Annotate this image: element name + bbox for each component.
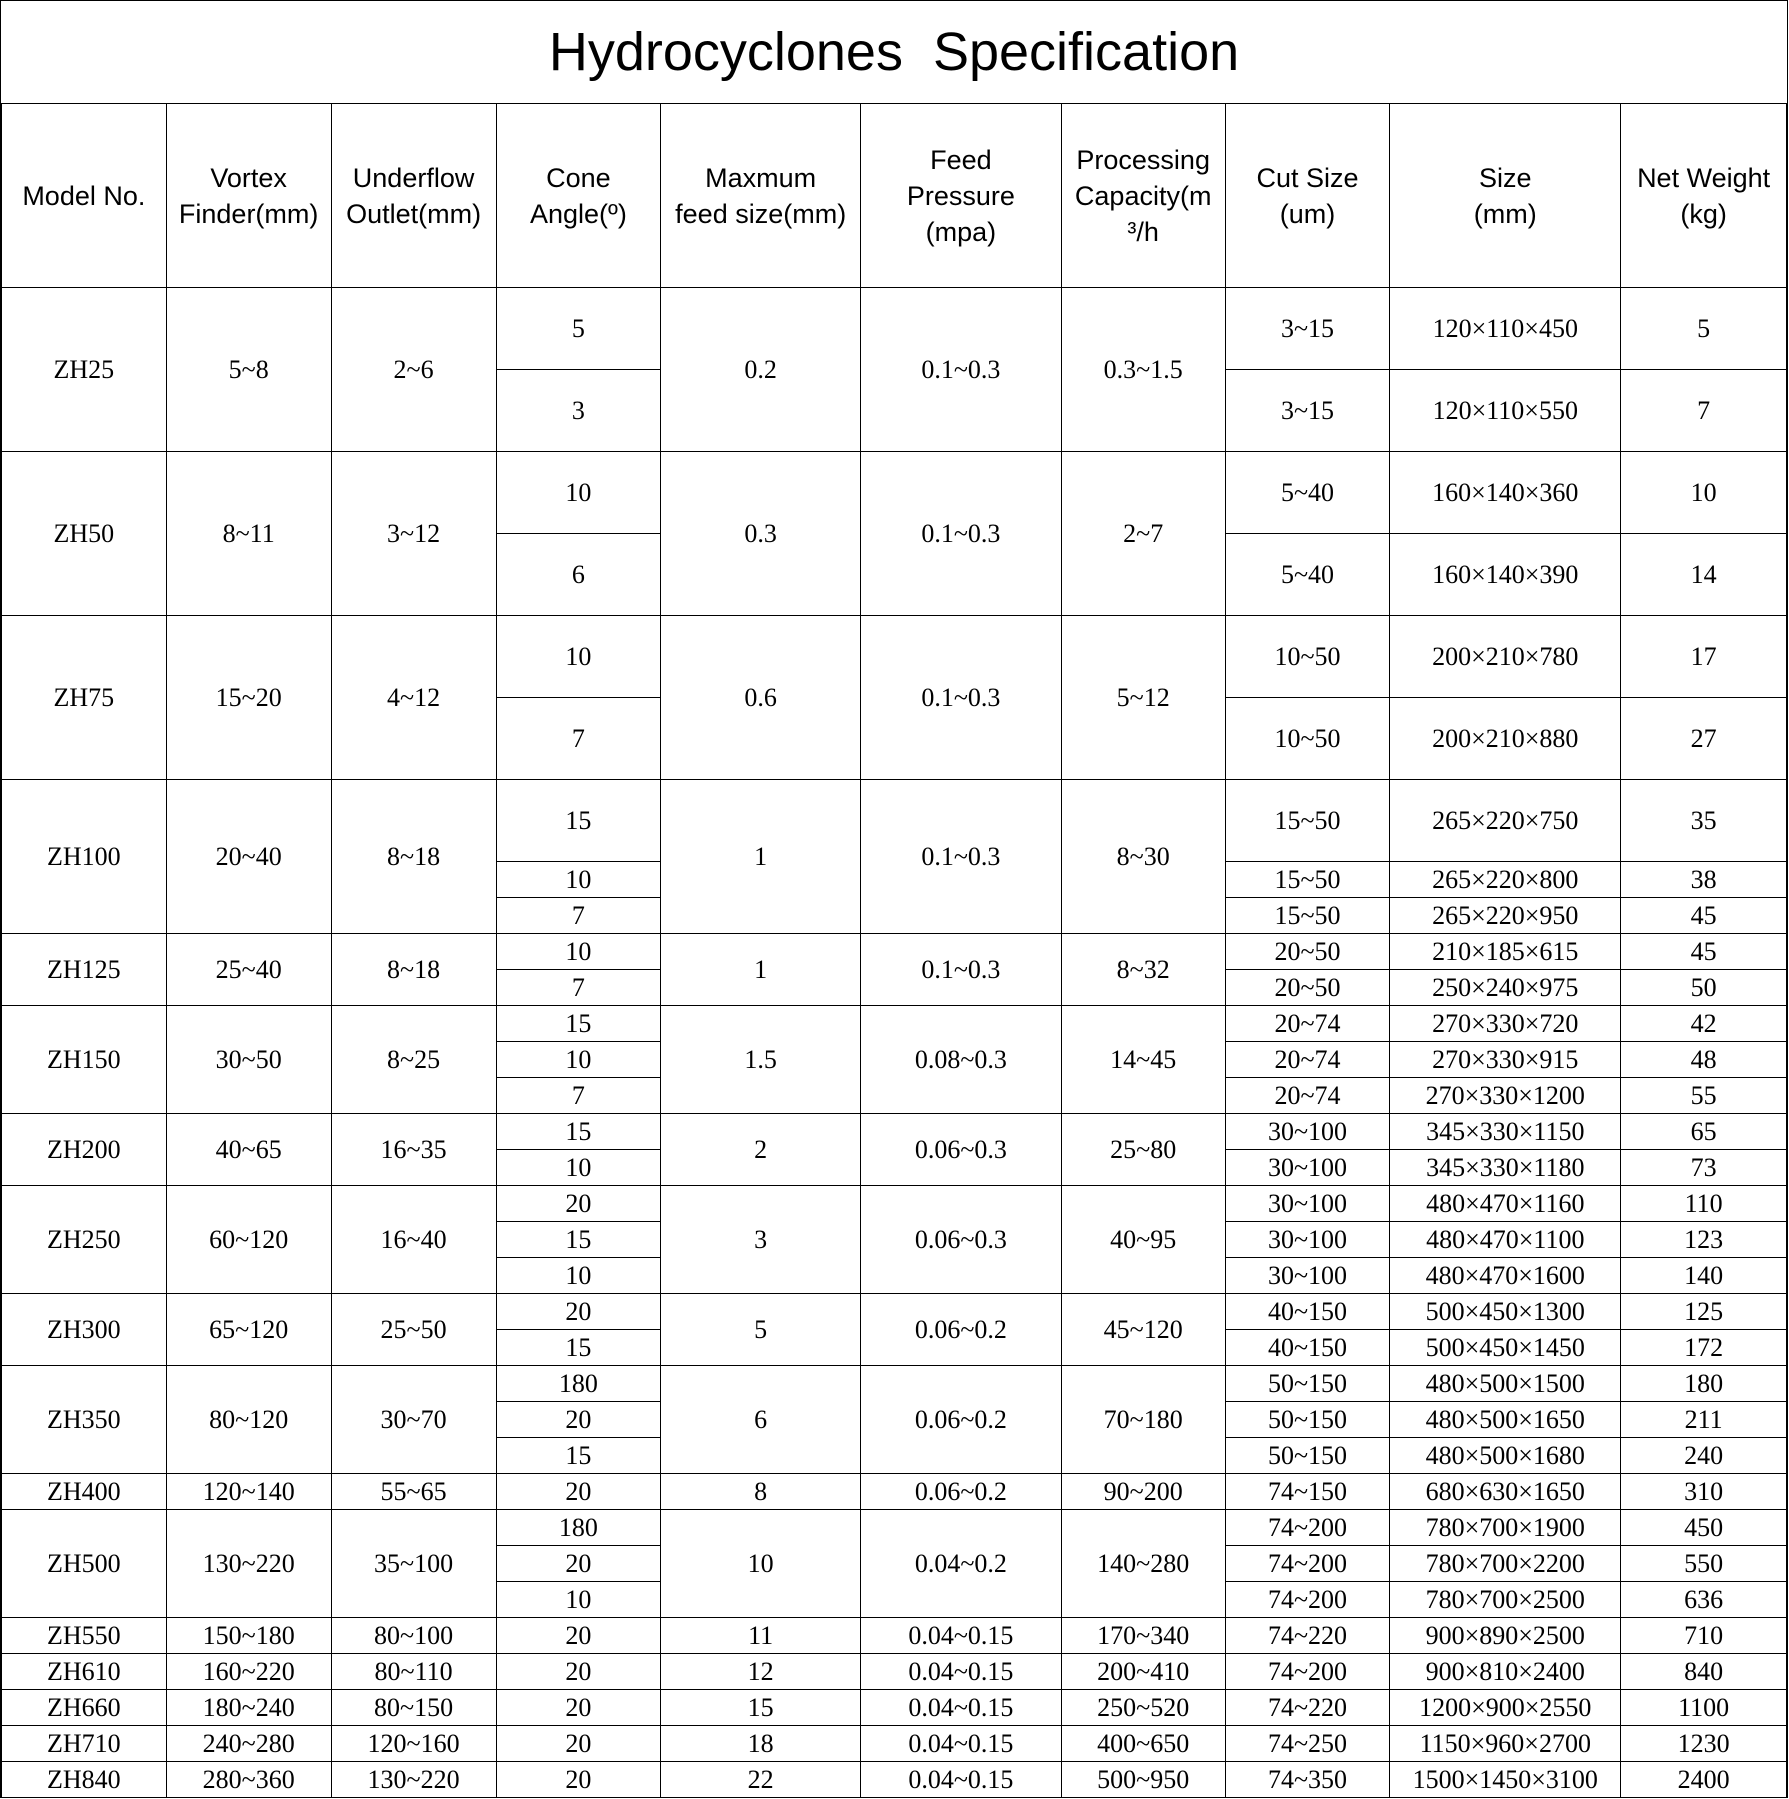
cut-size-cell: 15~50 bbox=[1225, 898, 1390, 934]
feed-pressure-cell: 0.06~0.3 bbox=[861, 1114, 1062, 1186]
cone-angle-cell: 7 bbox=[496, 898, 661, 934]
cone-angle-cell: 20 bbox=[496, 1546, 661, 1582]
column-header-label: Maxmum feed size(mm) bbox=[675, 162, 847, 229]
net-weight-cell: 35 bbox=[1621, 780, 1787, 862]
cut-size-cell: 15~50 bbox=[1225, 780, 1390, 862]
cut-size-cell: 20~50 bbox=[1225, 970, 1390, 1006]
underflow-outlet-cell: 3~12 bbox=[331, 452, 496, 616]
net-weight-cell: 65 bbox=[1621, 1114, 1787, 1150]
underflow-outlet-cell: 30~70 bbox=[331, 1366, 496, 1474]
feed-pressure-cell: 0.04~0.2 bbox=[861, 1510, 1062, 1618]
size-cell: 210×185×615 bbox=[1390, 934, 1621, 970]
cone-angle-cell: 20 bbox=[496, 1294, 661, 1330]
model-no-cell: ZH200 bbox=[2, 1114, 167, 1186]
underflow-outlet-cell: 8~18 bbox=[331, 934, 496, 1006]
table-row bbox=[2, 1618, 1787, 1654]
vortex-finder-cell: 130~220 bbox=[166, 1510, 331, 1618]
size-cell: 200×210×880 bbox=[1390, 698, 1621, 780]
cone-angle-cell: 15 bbox=[496, 780, 661, 862]
cut-size-cell: 20~74 bbox=[1225, 1042, 1390, 1078]
vortex-finder-cell: 80~120 bbox=[166, 1366, 331, 1474]
vortex-finder-cell: 280~360 bbox=[166, 1762, 331, 1798]
size-cell: 480×500×1650 bbox=[1390, 1402, 1621, 1438]
column-header-vortex-finder bbox=[166, 104, 331, 288]
cone-angle-cell: 180 bbox=[496, 1366, 661, 1402]
vortex-finder-cell: 150~180 bbox=[166, 1618, 331, 1654]
net-weight-cell: 48 bbox=[1621, 1042, 1787, 1078]
column-header-cone-angle bbox=[496, 104, 661, 288]
net-weight-cell: 840 bbox=[1621, 1654, 1787, 1690]
cone-angle-cell: 15 bbox=[496, 1330, 661, 1366]
model-no-cell: ZH550 bbox=[2, 1618, 167, 1654]
feed-pressure-cell: 0.04~0.15 bbox=[861, 1690, 1062, 1726]
cone-angle-cell: 15 bbox=[496, 1006, 661, 1042]
cone-angle-cell: 15 bbox=[496, 1222, 661, 1258]
column-header-label: Processing Capacity(m ³/h bbox=[1074, 144, 1212, 247]
cut-size-cell: 74~220 bbox=[1225, 1690, 1390, 1726]
max-feed-size-cell: 0.3 bbox=[661, 452, 861, 616]
underflow-outlet-cell: 2~6 bbox=[331, 288, 496, 452]
column-header-model-no bbox=[2, 104, 167, 288]
cone-angle-cell: 10 bbox=[496, 1582, 661, 1618]
processing-capacity-cell: 2~7 bbox=[1061, 452, 1225, 616]
max-feed-size-cell: 1.5 bbox=[661, 1006, 861, 1114]
size-cell: 270×330×915 bbox=[1390, 1042, 1621, 1078]
underflow-outlet-cell: 120~160 bbox=[331, 1726, 496, 1762]
size-cell: 780×700×2500 bbox=[1390, 1582, 1621, 1618]
cut-size-cell: 20~74 bbox=[1225, 1006, 1390, 1042]
feed-pressure-cell: 0.04~0.15 bbox=[861, 1726, 1062, 1762]
size-cell: 780×700×2200 bbox=[1390, 1546, 1621, 1582]
cut-size-cell: 74~250 bbox=[1225, 1726, 1390, 1762]
size-cell: 480×500×1680 bbox=[1390, 1438, 1621, 1474]
feed-pressure-cell: 0.1~0.3 bbox=[861, 934, 1062, 1006]
processing-capacity-cell: 140~280 bbox=[1061, 1510, 1225, 1618]
max-feed-size-cell: 22 bbox=[661, 1762, 861, 1798]
vortex-finder-cell: 65~120 bbox=[166, 1294, 331, 1366]
vortex-finder-cell: 8~11 bbox=[166, 452, 331, 616]
feed-pressure-cell: 0.04~0.15 bbox=[861, 1654, 1062, 1690]
cut-size-cell: 50~150 bbox=[1225, 1402, 1390, 1438]
net-weight-cell: 636 bbox=[1621, 1582, 1787, 1618]
underflow-outlet-cell: 130~220 bbox=[331, 1762, 496, 1798]
size-cell: 500×450×1300 bbox=[1390, 1294, 1621, 1330]
net-weight-cell: 2400 bbox=[1621, 1762, 1787, 1798]
net-weight-cell: 45 bbox=[1621, 898, 1787, 934]
size-cell: 480×470×1100 bbox=[1390, 1222, 1621, 1258]
feed-pressure-cell: 0.08~0.3 bbox=[861, 1006, 1062, 1114]
cone-angle-cell: 7 bbox=[496, 1078, 661, 1114]
size-cell: 680×630×1650 bbox=[1390, 1474, 1621, 1510]
cut-size-cell: 40~150 bbox=[1225, 1330, 1390, 1366]
size-cell: 480×470×1160 bbox=[1390, 1186, 1621, 1222]
model-no-cell: ZH610 bbox=[2, 1654, 167, 1690]
size-cell: 480×470×1600 bbox=[1390, 1258, 1621, 1294]
size-cell: 345×330×1150 bbox=[1390, 1114, 1621, 1150]
processing-capacity-cell: 5~12 bbox=[1061, 616, 1225, 780]
processing-capacity-cell: 45~120 bbox=[1061, 1294, 1225, 1366]
feed-pressure-cell: 0.1~0.3 bbox=[861, 780, 1062, 934]
max-feed-size-cell: 2 bbox=[661, 1114, 861, 1186]
processing-capacity-cell: 40~95 bbox=[1061, 1186, 1225, 1294]
net-weight-cell: 123 bbox=[1621, 1222, 1787, 1258]
cone-angle-cell: 20 bbox=[496, 1762, 661, 1798]
net-weight-cell: 17 bbox=[1621, 616, 1787, 698]
size-cell: 1200×900×2550 bbox=[1390, 1690, 1621, 1726]
header-row bbox=[2, 104, 1787, 288]
feed-pressure-cell: 0.1~0.3 bbox=[861, 288, 1062, 452]
cone-angle-cell: 15 bbox=[496, 1438, 661, 1474]
net-weight-cell: 550 bbox=[1621, 1546, 1787, 1582]
cone-angle-cell: 10 bbox=[496, 452, 661, 534]
processing-capacity-cell: 170~340 bbox=[1061, 1618, 1225, 1654]
size-cell: 265×220×750 bbox=[1390, 780, 1621, 862]
processing-capacity-cell: 0.3~1.5 bbox=[1061, 288, 1225, 452]
cone-angle-cell: 20 bbox=[496, 1726, 661, 1762]
spec-table bbox=[1, 103, 1787, 1798]
cone-angle-cell: 10 bbox=[496, 934, 661, 970]
model-no-cell: ZH300 bbox=[2, 1294, 167, 1366]
cut-size-cell: 74~200 bbox=[1225, 1654, 1390, 1690]
net-weight-cell: 73 bbox=[1621, 1150, 1787, 1186]
table-row bbox=[2, 1366, 1787, 1402]
net-weight-cell: 45 bbox=[1621, 934, 1787, 970]
cut-size-cell: 10~50 bbox=[1225, 616, 1390, 698]
max-feed-size-cell: 18 bbox=[661, 1726, 861, 1762]
cut-size-cell: 74~220 bbox=[1225, 1618, 1390, 1654]
cut-size-cell: 5~40 bbox=[1225, 452, 1390, 534]
size-cell: 780×700×1900 bbox=[1390, 1510, 1621, 1546]
processing-capacity-cell: 250~520 bbox=[1061, 1690, 1225, 1726]
net-weight-cell: 180 bbox=[1621, 1366, 1787, 1402]
model-no-cell: ZH75 bbox=[2, 616, 167, 780]
net-weight-cell: 240 bbox=[1621, 1438, 1787, 1474]
max-feed-size-cell: 11 bbox=[661, 1618, 861, 1654]
cut-size-cell: 40~150 bbox=[1225, 1294, 1390, 1330]
model-no-cell: ZH150 bbox=[2, 1006, 167, 1114]
feed-pressure-cell: 0.06~0.3 bbox=[861, 1186, 1062, 1294]
size-cell: 480×500×1500 bbox=[1390, 1366, 1621, 1402]
max-feed-size-cell: 0.2 bbox=[661, 288, 861, 452]
net-weight-cell: 42 bbox=[1621, 1006, 1787, 1042]
underflow-outlet-cell: 16~35 bbox=[331, 1114, 496, 1186]
cone-angle-cell: 3 bbox=[496, 370, 661, 452]
cut-size-cell: 30~100 bbox=[1225, 1258, 1390, 1294]
underflow-outlet-cell: 80~100 bbox=[331, 1618, 496, 1654]
net-weight-cell: 211 bbox=[1621, 1402, 1787, 1438]
processing-capacity-cell: 70~180 bbox=[1061, 1366, 1225, 1474]
vortex-finder-cell: 240~280 bbox=[166, 1726, 331, 1762]
table-row bbox=[2, 1762, 1787, 1798]
size-cell: 265×220×800 bbox=[1390, 862, 1621, 898]
column-header-label: Size (mm) bbox=[1473, 162, 1537, 229]
cone-angle-cell: 15 bbox=[496, 1114, 661, 1150]
table-row bbox=[2, 1726, 1787, 1762]
max-feed-size-cell: 12 bbox=[661, 1654, 861, 1690]
size-cell: 500×450×1450 bbox=[1390, 1330, 1621, 1366]
feed-pressure-cell: 0.06~0.2 bbox=[861, 1366, 1062, 1474]
cone-angle-cell: 6 bbox=[496, 534, 661, 616]
max-feed-size-cell: 3 bbox=[661, 1186, 861, 1294]
cone-angle-cell: 180 bbox=[496, 1510, 661, 1546]
column-header-label: Cut Size (um) bbox=[1256, 162, 1359, 229]
net-weight-cell: 125 bbox=[1621, 1294, 1787, 1330]
cone-angle-cell: 20 bbox=[496, 1402, 661, 1438]
cut-size-cell: 10~50 bbox=[1225, 698, 1390, 780]
vortex-finder-cell: 60~120 bbox=[166, 1186, 331, 1294]
table-row bbox=[2, 1186, 1787, 1222]
underflow-outlet-cell: 4~12 bbox=[331, 616, 496, 780]
table-row bbox=[2, 288, 1787, 370]
net-weight-cell: 310 bbox=[1621, 1474, 1787, 1510]
underflow-outlet-cell: 8~18 bbox=[331, 780, 496, 934]
cut-size-cell: 50~150 bbox=[1225, 1366, 1390, 1402]
model-no-cell: ZH840 bbox=[2, 1762, 167, 1798]
table-row bbox=[2, 1474, 1787, 1510]
table-row bbox=[2, 1294, 1787, 1330]
cut-size-cell: 30~100 bbox=[1225, 1222, 1390, 1258]
max-feed-size-cell: 8 bbox=[661, 1474, 861, 1510]
cut-size-cell: 30~100 bbox=[1225, 1114, 1390, 1150]
model-no-cell: ZH125 bbox=[2, 934, 167, 1006]
cone-angle-cell: 7 bbox=[496, 970, 661, 1006]
processing-capacity-cell: 8~30 bbox=[1061, 780, 1225, 934]
cone-angle-cell: 10 bbox=[496, 1258, 661, 1294]
table-row bbox=[2, 452, 1787, 534]
column-header-cut-size bbox=[1225, 104, 1390, 288]
page-title: Hydrocyclones Specification bbox=[1, 1, 1787, 104]
net-weight-cell: 55 bbox=[1621, 1078, 1787, 1114]
size-cell: 120×110×450 bbox=[1390, 288, 1621, 370]
table-row bbox=[2, 1690, 1787, 1726]
cone-angle-cell: 10 bbox=[496, 862, 661, 898]
processing-capacity-cell: 90~200 bbox=[1061, 1474, 1225, 1510]
max-feed-size-cell: 1 bbox=[661, 780, 861, 934]
column-header-label: Vortex Finder(mm) bbox=[178, 162, 319, 229]
size-cell: 200×210×780 bbox=[1390, 616, 1621, 698]
net-weight-cell: 1230 bbox=[1621, 1726, 1787, 1762]
column-header-feed-pressure bbox=[861, 104, 1062, 288]
model-no-cell: ZH660 bbox=[2, 1690, 167, 1726]
max-feed-size-cell: 6 bbox=[661, 1366, 861, 1474]
model-no-cell: ZH100 bbox=[2, 780, 167, 934]
cut-size-cell: 74~150 bbox=[1225, 1474, 1390, 1510]
underflow-outlet-cell: 16~40 bbox=[331, 1186, 496, 1294]
table-row bbox=[2, 1006, 1787, 1042]
size-cell: 345×330×1180 bbox=[1390, 1150, 1621, 1186]
size-cell: 160×140×360 bbox=[1390, 452, 1621, 534]
cut-size-cell: 74~350 bbox=[1225, 1762, 1390, 1798]
vortex-finder-cell: 160~220 bbox=[166, 1654, 331, 1690]
max-feed-size-cell: 5 bbox=[661, 1294, 861, 1366]
feed-pressure-cell: 0.1~0.3 bbox=[861, 616, 1062, 780]
feed-pressure-cell: 0.04~0.15 bbox=[861, 1762, 1062, 1798]
net-weight-cell: 7 bbox=[1621, 370, 1787, 452]
processing-capacity-cell: 400~650 bbox=[1061, 1726, 1225, 1762]
cut-size-cell: 3~15 bbox=[1225, 370, 1390, 452]
vortex-finder-cell: 180~240 bbox=[166, 1690, 331, 1726]
max-feed-size-cell: 1 bbox=[661, 934, 861, 1006]
column-header-label: Cone Angle(º) bbox=[529, 162, 627, 229]
column-header-label: Model No. bbox=[22, 180, 146, 211]
feed-pressure-cell: 0.04~0.15 bbox=[861, 1618, 1062, 1654]
column-header-label: Underflow Outlet(mm) bbox=[346, 162, 482, 229]
size-cell: 250×240×975 bbox=[1390, 970, 1621, 1006]
cut-size-cell: 74~200 bbox=[1225, 1582, 1390, 1618]
cut-size-cell: 74~200 bbox=[1225, 1510, 1390, 1546]
vortex-finder-cell: 120~140 bbox=[166, 1474, 331, 1510]
underflow-outlet-cell: 35~100 bbox=[331, 1510, 496, 1618]
size-cell: 900×810×2400 bbox=[1390, 1654, 1621, 1690]
table-row bbox=[2, 1510, 1787, 1546]
cut-size-cell: 30~100 bbox=[1225, 1150, 1390, 1186]
table-body bbox=[2, 288, 1787, 1798]
size-cell: 900×890×2500 bbox=[1390, 1618, 1621, 1654]
column-header-net-weight bbox=[1621, 104, 1787, 288]
cut-size-cell: 5~40 bbox=[1225, 534, 1390, 616]
vortex-finder-cell: 40~65 bbox=[166, 1114, 331, 1186]
feed-pressure-cell: 0.1~0.3 bbox=[861, 452, 1062, 616]
net-weight-cell: 710 bbox=[1621, 1618, 1787, 1654]
vortex-finder-cell: 25~40 bbox=[166, 934, 331, 1006]
column-header-size bbox=[1390, 104, 1621, 288]
table-row bbox=[2, 1114, 1787, 1150]
column-header-max-feed-size bbox=[661, 104, 861, 288]
column-header-label: Feed Pressure (mpa) bbox=[906, 144, 1015, 247]
max-feed-size-cell: 15 bbox=[661, 1690, 861, 1726]
max-feed-size-cell: 0.6 bbox=[661, 616, 861, 780]
vortex-finder-cell: 15~20 bbox=[166, 616, 331, 780]
net-weight-cell: 5 bbox=[1621, 288, 1787, 370]
cone-angle-cell: 10 bbox=[496, 1150, 661, 1186]
size-cell: 270×330×720 bbox=[1390, 1006, 1621, 1042]
processing-capacity-cell: 8~32 bbox=[1061, 934, 1225, 1006]
cone-angle-cell: 5 bbox=[496, 288, 661, 370]
table-row bbox=[2, 780, 1787, 862]
net-weight-cell: 172 bbox=[1621, 1330, 1787, 1366]
cone-angle-cell: 20 bbox=[496, 1618, 661, 1654]
net-weight-cell: 1100 bbox=[1621, 1690, 1787, 1726]
model-no-cell: ZH500 bbox=[2, 1510, 167, 1618]
cone-angle-cell: 20 bbox=[496, 1654, 661, 1690]
table-row bbox=[2, 934, 1787, 970]
cut-size-cell: 20~74 bbox=[1225, 1078, 1390, 1114]
column-header-processing-capacity bbox=[1061, 104, 1225, 288]
underflow-outlet-cell: 8~25 bbox=[331, 1006, 496, 1114]
model-no-cell: ZH710 bbox=[2, 1726, 167, 1762]
size-cell: 120×110×550 bbox=[1390, 370, 1621, 452]
cut-size-cell: 15~50 bbox=[1225, 862, 1390, 898]
cone-angle-cell: 10 bbox=[496, 616, 661, 698]
cone-angle-cell: 20 bbox=[496, 1690, 661, 1726]
column-header-underflow-outlet bbox=[331, 104, 496, 288]
net-weight-cell: 110 bbox=[1621, 1186, 1787, 1222]
underflow-outlet-cell: 80~150 bbox=[331, 1690, 496, 1726]
vortex-finder-cell: 5~8 bbox=[166, 288, 331, 452]
net-weight-cell: 14 bbox=[1621, 534, 1787, 616]
vortex-finder-cell: 30~50 bbox=[166, 1006, 331, 1114]
net-weight-cell: 450 bbox=[1621, 1510, 1787, 1546]
vortex-finder-cell: 20~40 bbox=[166, 780, 331, 934]
net-weight-cell: 38 bbox=[1621, 862, 1787, 898]
underflow-outlet-cell: 55~65 bbox=[331, 1474, 496, 1510]
size-cell: 265×220×950 bbox=[1390, 898, 1621, 934]
processing-capacity-cell: 14~45 bbox=[1061, 1006, 1225, 1114]
underflow-outlet-cell: 80~110 bbox=[331, 1654, 496, 1690]
size-cell: 270×330×1200 bbox=[1390, 1078, 1621, 1114]
cut-size-cell: 3~15 bbox=[1225, 288, 1390, 370]
processing-capacity-cell: 200~410 bbox=[1061, 1654, 1225, 1690]
table-row bbox=[2, 1654, 1787, 1690]
model-no-cell: ZH350 bbox=[2, 1366, 167, 1474]
size-cell: 1150×960×2700 bbox=[1390, 1726, 1621, 1762]
cut-size-cell: 50~150 bbox=[1225, 1438, 1390, 1474]
model-no-cell: ZH25 bbox=[2, 288, 167, 452]
net-weight-cell: 140 bbox=[1621, 1258, 1787, 1294]
table-row bbox=[2, 616, 1787, 698]
size-cell: 160×140×390 bbox=[1390, 534, 1621, 616]
feed-pressure-cell: 0.06~0.2 bbox=[861, 1294, 1062, 1366]
column-header-label: Net Weight (kg) bbox=[1637, 162, 1771, 229]
cone-angle-cell: 7 bbox=[496, 698, 661, 780]
max-feed-size-cell: 10 bbox=[661, 1510, 861, 1618]
net-weight-cell: 27 bbox=[1621, 698, 1787, 780]
size-cell: 1500×1450×3100 bbox=[1390, 1762, 1621, 1798]
cone-angle-cell: 10 bbox=[496, 1042, 661, 1078]
cone-angle-cell: 20 bbox=[496, 1474, 661, 1510]
cone-angle-cell: 20 bbox=[496, 1186, 661, 1222]
cut-size-cell: 20~50 bbox=[1225, 934, 1390, 970]
cut-size-cell: 30~100 bbox=[1225, 1186, 1390, 1222]
net-weight-cell: 50 bbox=[1621, 970, 1787, 1006]
cut-size-cell: 74~200 bbox=[1225, 1546, 1390, 1582]
model-no-cell: ZH250 bbox=[2, 1186, 167, 1294]
underflow-outlet-cell: 25~50 bbox=[331, 1294, 496, 1366]
processing-capacity-cell: 25~80 bbox=[1061, 1114, 1225, 1186]
model-no-cell: ZH400 bbox=[2, 1474, 167, 1510]
feed-pressure-cell: 0.06~0.2 bbox=[861, 1474, 1062, 1510]
net-weight-cell: 10 bbox=[1621, 452, 1787, 534]
processing-capacity-cell: 500~950 bbox=[1061, 1762, 1225, 1798]
model-no-cell: ZH50 bbox=[2, 452, 167, 616]
